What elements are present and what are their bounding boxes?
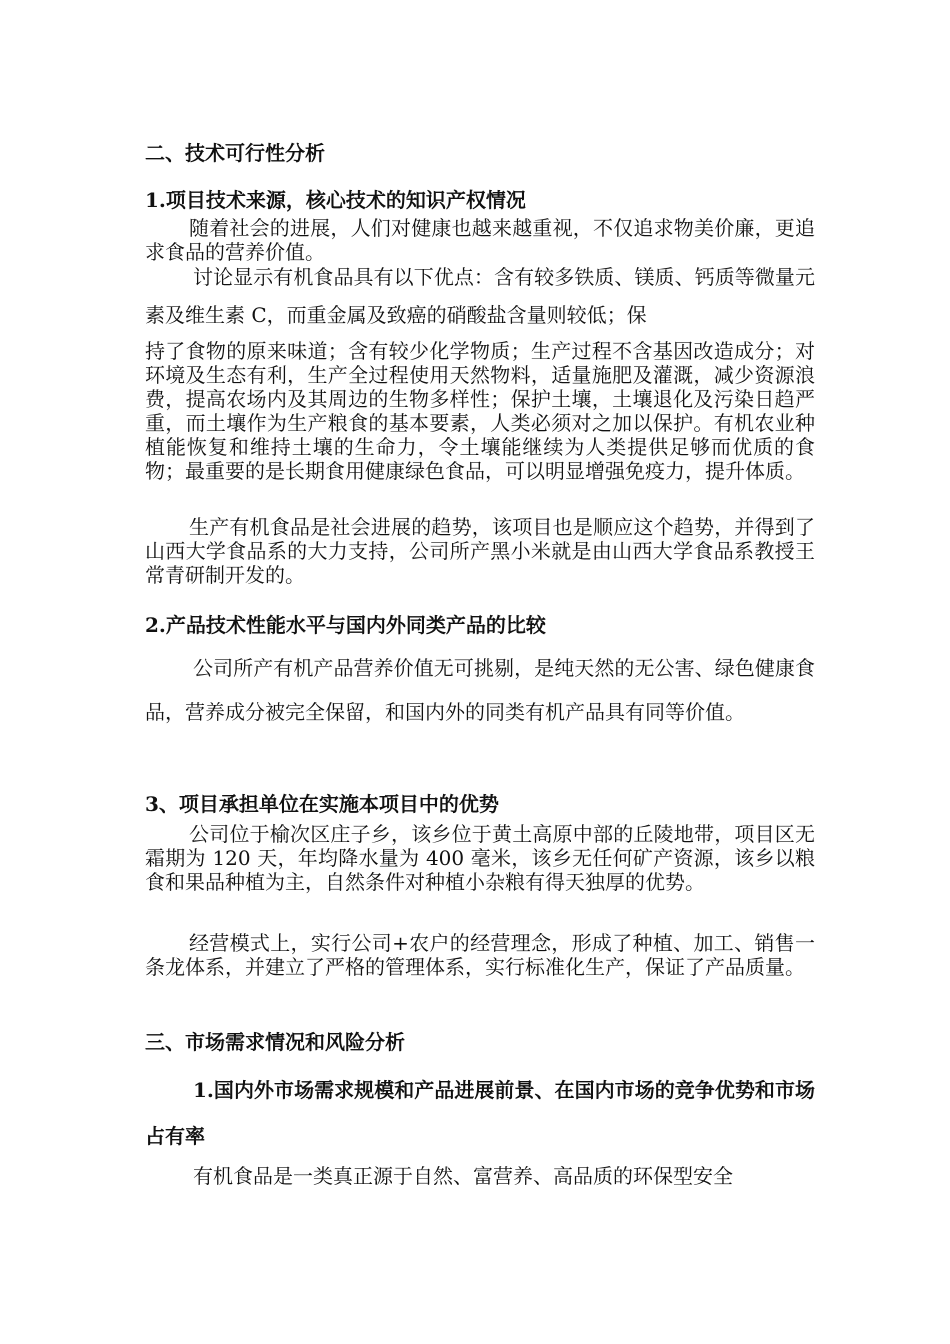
paragraph-social-progress: 随着社会的进展，人们对健康也越来越重视，不仅追求物美价廉，更追求食品的营养价值。	[145, 216, 815, 264]
paragraph-organic-food-definition: 有机食品是一类真正源于自然、富营养、高品质的环保型安全	[193, 1164, 733, 1188]
paragraph-organic-advantages: 持了食物的原来味道；含有较少化学物质；生产过程不含基因改造成分；对环境及生态有利，生产全过程使用天然物料，适量施肥及灌溉，减少资源浪费，提高农场内及其周边的生物多样性；保护土壤，土壤退化及污染日趋严重，而土壤作为生产粮食的基本要素，人类必须对之加以保护。有机农业种植能恢复和维持土壤的生命力，令土壤能继续为人类提供足够而优质的食物；最重要的是长期食用健康绿色食品，可以明显增强免疫力，提升体质。	[145, 339, 815, 483]
paragraph-business-model: 经营模式上，实行公司+农户的经营理念，形成了种植、加工、销售一条龙体系，并建立了严格的管理体系，实行标准化生产，保证了产品质量。	[145, 931, 815, 979]
subheading-market-prospects: 1.国内外市场需求规模和产品进展前景、在国内市场的竞争优势和市场占有率	[145, 1078, 815, 1148]
paragraph-production-trend: 生产有机食品是社会进展的趋势，该项目也是顺应这个趋势，并得到了山西大学食品系的大力支持，公司所产黑小米就是由山西大学食品系教授王常青研制开发的。	[145, 515, 815, 587]
section-heading-market-demand: 三、市场需求情况和风险分析	[145, 1030, 405, 1054]
paragraph-organic-advantages-intro: 讨论显示有机食品具有以下优点：含有较多铁质、镁质、钙质等微量元素及维生素 C，而重金属及致癌的硝酸盐含量则较低；保	[145, 265, 815, 327]
subheading-company-advantages: 3、项目承担单位在实施本项目中的优势	[145, 792, 499, 816]
subheading-product-comparison: 2.产品技术性能水平与国内外同类产品的比较	[145, 613, 546, 637]
section-heading-technical-feasibility: 二、技术可行性分析	[145, 141, 325, 165]
subheading-technology-source: 1.项目技术来源，核心技术的知识产权情况	[145, 188, 526, 212]
paragraph-product-value: 公司所产有机产品营养价值无可挑剔，是纯天然的无公害、绿色健康食品，营养成分被完全保留，和国内外的同类有机产品具有同等价值。	[145, 656, 815, 724]
paragraph-location-advantages: 公司位于榆次区庄子乡，该乡位于黄土高原中部的丘陵地带，项目区无霜期为 120 天，年均降水量为 400 毫米，该乡无任何矿产资源，该乡以粮食和果品种植为主，自然条件对种植小杂粮有得天独厚的优势。	[145, 822, 815, 894]
